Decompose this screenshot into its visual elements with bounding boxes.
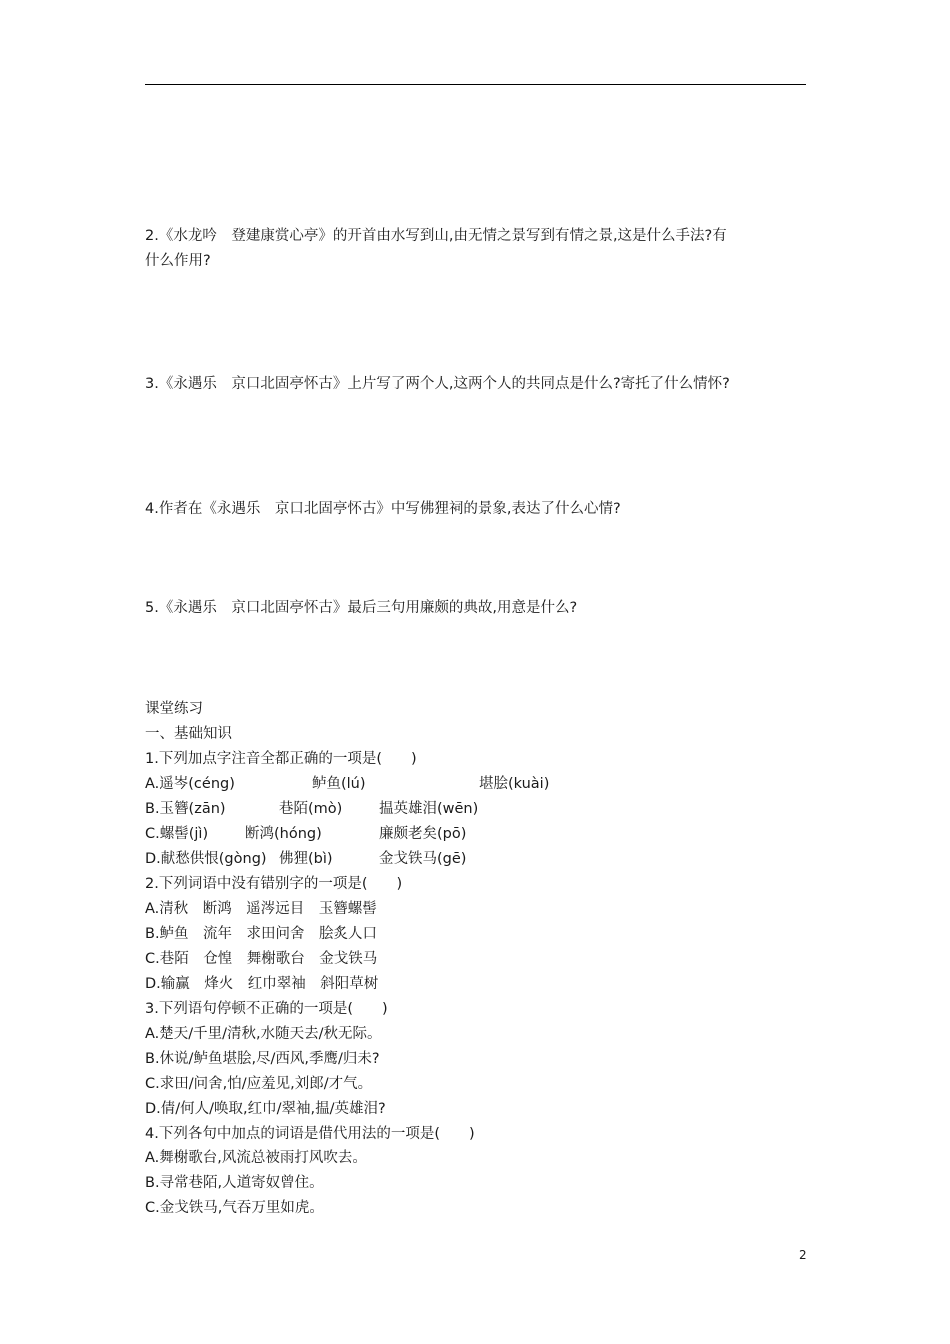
ex3-option-c: C.求田/问舍,怕/应羞见,刘郎/才气。: [145, 1076, 373, 1092]
question-2: [145, 224, 809, 274]
ex1-option-c-3: 廉颇老矣(pō): [379, 826, 467, 842]
ex3-option-d: D.倩/何人/唤取,红巾/翠袖,揾/英雄泪?: [145, 1101, 386, 1117]
ex3-option-b: B.休说/鲈鱼堪脍,尽/西风,季鹰/归未?: [145, 1051, 380, 1067]
exercise-1-stem: 1.下列加点字注音全都正确的一项是( ): [145, 751, 417, 767]
ex1-option-d-3: 金戈铁马(gē): [379, 851, 467, 867]
exercise-3-stem: 3.下列语句停顿不正确的一项是( ): [145, 1001, 388, 1017]
ex1-option-a-3: 堪脍(kuài): [479, 776, 550, 792]
question-2-line1: 2.《水龙吟 登建康赏心亭》的开首由水写到山,由无情之景写到有情之景,这是什么手法?有: [145, 228, 727, 244]
ex1-option-a-2: 鲈鱼(lú): [312, 776, 366, 792]
section-basic-knowledge: 一、基础知识: [145, 726, 232, 742]
ex1-option-b-1: B.玉簪(zān): [145, 801, 226, 817]
ex2-option-a: A.清秋 断鸿 遥涔远目 玉簪螺髻: [145, 901, 377, 917]
exercise-4-stem: 4.下列各句中加点的词语是借代用法的一项是( ): [145, 1126, 475, 1142]
question-4: 4.作者在《永遇乐 京口北固亭怀古》中写佛狸祠的景象,表达了什么心情?: [145, 501, 621, 517]
ex1-option-d-2: 佛狸(bì): [279, 851, 333, 867]
page-number: 2: [799, 1248, 807, 1262]
ex2-option-b: B.鲈鱼 流年 求田问舍 脍炙人口: [145, 926, 378, 942]
ex1-option-a-1: A.遥岑(céng): [145, 776, 235, 792]
practice-title: 课堂练习: [145, 701, 203, 717]
question-5: 5.《永遇乐 京口北固亭怀古》最后三句用廉颇的典故,用意是什么?: [145, 600, 578, 616]
ex4-option-b: B.寻常巷陌,人道寄奴曾住。: [145, 1175, 324, 1191]
ex1-option-b-3: 揾英雄泪(wēn): [379, 801, 479, 817]
exercise-2-stem: 2.下列词语中没有错别字的一项是( ): [145, 876, 403, 892]
ex1-option-b-2: 巷陌(mò): [279, 801, 343, 817]
header-rule: [145, 84, 806, 85]
ex1-option-c-1: C.螺髻(jì): [145, 826, 209, 842]
ex1-option-c-2: 断鸿(hóng): [245, 826, 322, 842]
ex4-option-a: A.舞榭歌台,风流总被雨打风吹去。: [145, 1150, 367, 1166]
question-2-line2: 什么作用?: [145, 253, 211, 269]
question-3: 3.《永遇乐 京口北固亭怀古》上片写了两个人,这两个人的共同点是什么?寄托了什么情怀?: [145, 376, 730, 392]
ex2-option-c: C.巷陌 仓惶 舞榭歌台 金戈铁马: [145, 951, 378, 967]
ex2-option-d: D.输赢 烽火 红巾翠袖 斜阳草树: [145, 976, 379, 992]
ex1-option-d-1: D.献愁供恨(gòng): [145, 851, 267, 867]
ex4-option-c: C.金戈铁马,气吞万里如虎。: [145, 1200, 324, 1216]
ex3-option-a: A.楚天/千里/清秋,水随天去/秋无际。: [145, 1026, 382, 1042]
